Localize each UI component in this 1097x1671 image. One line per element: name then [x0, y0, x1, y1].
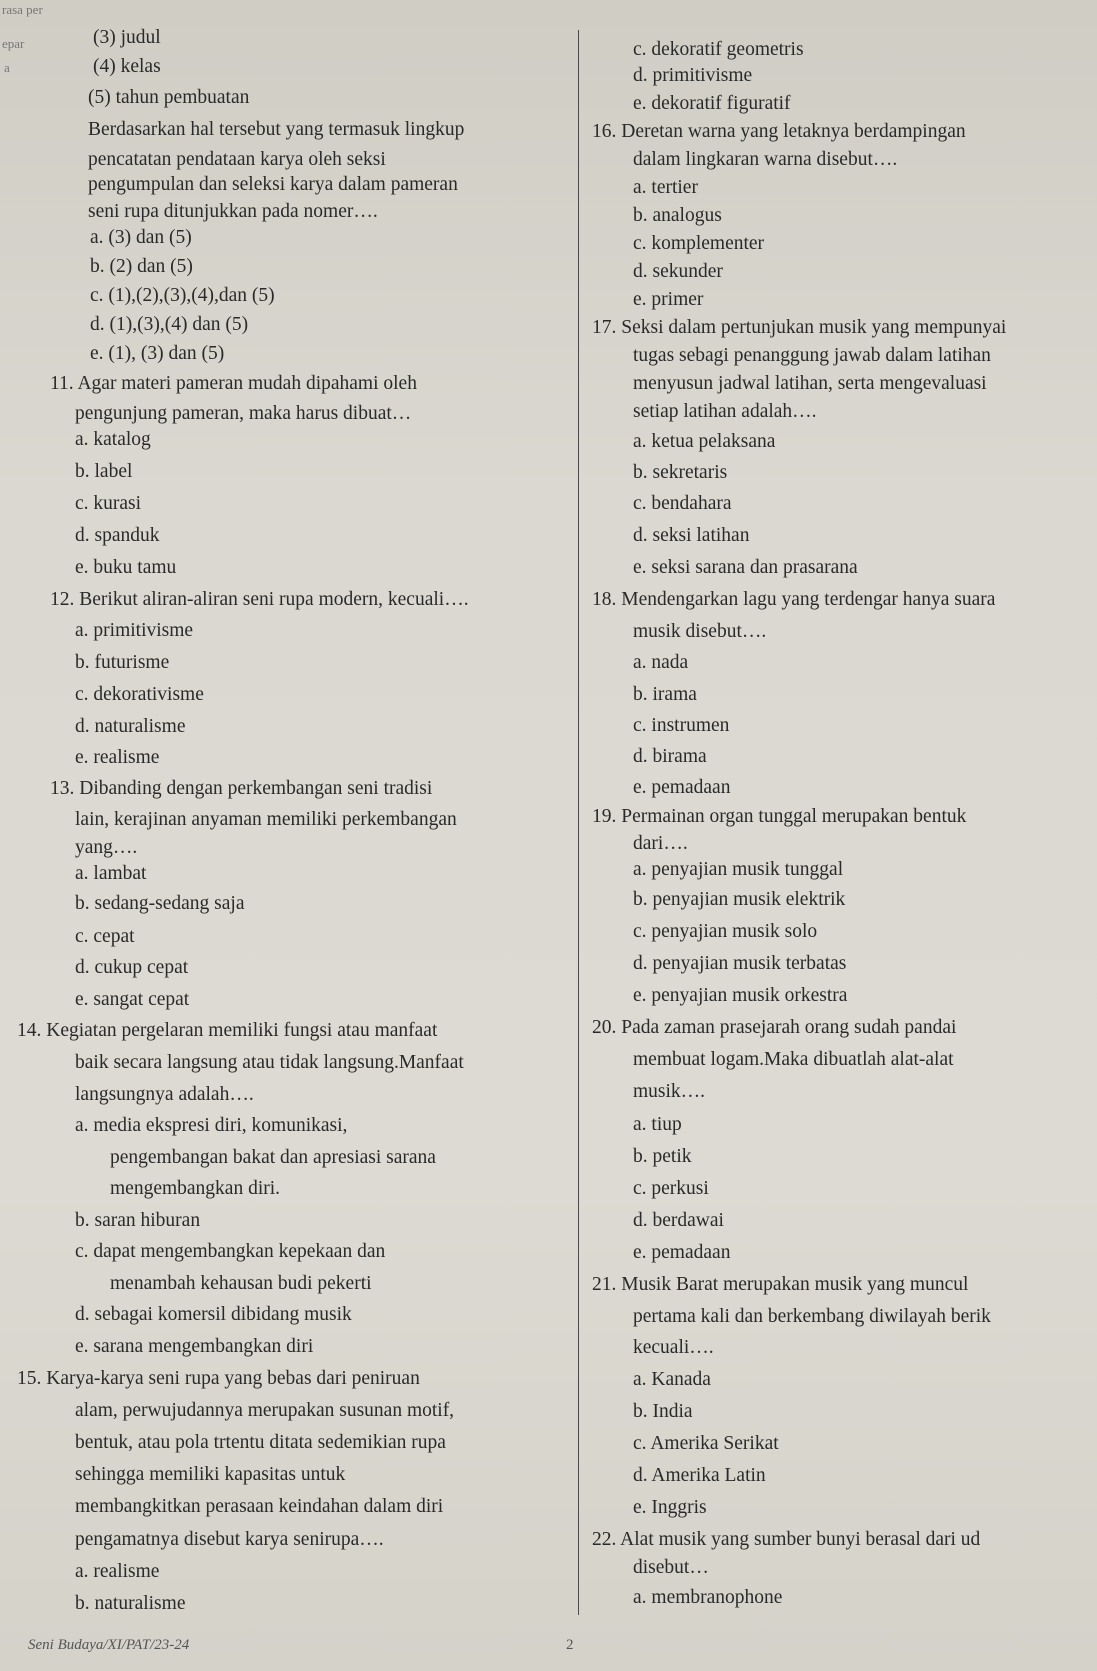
text-line: pertama kali dan berkembang diwilayah berik	[633, 1306, 991, 1327]
text-line: (3) judul	[93, 27, 161, 48]
text-line: c. perkusi	[633, 1178, 709, 1199]
text-line: d. penyajian musik terbatas	[633, 953, 847, 974]
text-line: a. ketua pelaksana	[633, 431, 776, 452]
text-line: pengembangan bakat dan apresiasi sarana	[110, 1147, 436, 1168]
footer-code: Seni Budaya/XI/PAT/23-24	[28, 1637, 190, 1653]
text-line: e. sangat cepat	[75, 989, 190, 1010]
text-line: e. penyajian musik orkestra	[633, 985, 848, 1006]
text-line: Berdasarkan hal tersebut yang termasuk lingkup	[88, 119, 465, 140]
text-line: 22. Alat musik yang sumber bunyi berasal dari ud	[592, 1529, 981, 1550]
text-line: dari….	[633, 833, 688, 854]
text-line: 19. Permainan organ tunggal merupakan bentuk	[592, 806, 967, 827]
text-line: e. dekoratif figuratif	[633, 93, 791, 114]
text-line: c. komplementer	[633, 233, 765, 254]
text-line: alam, perwujudannya merupakan susunan motif,	[75, 1400, 455, 1421]
text-line: pengamatnya disebut karya senirupa….	[75, 1529, 384, 1550]
text-line: a. membranophone	[633, 1587, 783, 1608]
text-line: langsungnya adalah….	[75, 1084, 254, 1105]
text-line: d. spanduk	[75, 525, 160, 546]
text-line: 14. Kegiatan pergelaran memiliki fungsi atau manfaat	[17, 1020, 438, 1041]
corner-fragment: epar	[2, 36, 25, 51]
text-line: 15. Karya-karya seni rupa yang bebas dari peniruan	[17, 1368, 420, 1389]
text-line: b. futurisme	[75, 652, 170, 673]
text-line: 17. Seksi dalam pertunjukan musik yang mempunyai	[592, 317, 1007, 338]
text-line: baik secara langsung atau tidak langsung.Manfaat	[75, 1052, 464, 1073]
text-line: tugas sebagi penanggung jawab dalam latihan	[633, 345, 991, 366]
text-line: a. tertier	[633, 177, 698, 198]
column-divider	[578, 30, 579, 1615]
text-line: setiap latihan adalah….	[633, 401, 817, 422]
text-line: c. kurasi	[75, 493, 142, 514]
text-line: d. sekunder	[633, 261, 723, 282]
text-line: bentuk, atau pola trtentu ditata sedemikian rupa	[75, 1432, 446, 1453]
corner-fragment: rasa per	[2, 2, 43, 17]
text-line: d. cukup cepat	[75, 957, 189, 978]
text-line: a. Kanada	[633, 1369, 711, 1390]
text-line: c. cepat	[75, 926, 135, 947]
page-number: 2	[566, 1637, 574, 1653]
text-line: 13. Dibanding dengan perkembangan seni tradisi	[50, 778, 433, 799]
text-line: dalam lingkaran warna disebut….	[633, 149, 898, 170]
text-line: e. pemadaan	[633, 1242, 731, 1263]
text-line: pencatatan pendataan karya oleh seksi	[88, 149, 386, 170]
text-line: e. primer	[633, 289, 704, 310]
text-line: e. pemadaan	[633, 777, 731, 798]
text-line: b. label	[75, 461, 133, 482]
text-line: musik….	[633, 1081, 706, 1102]
text-line: c. Amerika Serikat	[633, 1433, 779, 1454]
text-line: e. (1), (3) dan (5)	[90, 343, 225, 364]
text-line: (4) kelas	[93, 56, 161, 77]
text-line: d. birama	[633, 746, 707, 767]
text-line: mengembangkan diri.	[110, 1178, 281, 1199]
text-line: e. buku tamu	[75, 557, 177, 578]
text-line: d. primitivisme	[633, 65, 753, 86]
text-line: b. irama	[633, 684, 697, 705]
text-line: a. katalog	[75, 429, 151, 450]
text-line: b. India	[633, 1401, 693, 1422]
text-line: e. realisme	[75, 747, 160, 768]
text-line: b. naturalisme	[75, 1593, 186, 1614]
text-line: kecuali….	[633, 1337, 714, 1358]
text-line: a. media ekspresi diri, komunikasi,	[75, 1115, 348, 1136]
text-line: c. dekoratif geometris	[633, 39, 804, 60]
text-line: c. bendahara	[633, 493, 732, 514]
text-line: b. sekretaris	[633, 462, 728, 483]
text-line: 20. Pada zaman prasejarah orang sudah pandai	[592, 1017, 957, 1038]
text-line: yang….	[75, 837, 138, 858]
text-line: b. penyajian musik elektrik	[633, 889, 846, 910]
text-line: a. realisme	[75, 1561, 160, 1582]
text-line: a. nada	[633, 652, 689, 673]
text-line: c. dapat mengembangkan kepekaan dan	[75, 1241, 386, 1262]
text-line: d. seksi latihan	[633, 525, 750, 546]
text-line: musik disebut….	[633, 621, 767, 642]
text-line: c. instrumen	[633, 715, 730, 736]
text-line: a. tiup	[633, 1114, 682, 1135]
text-line: 11. Agar materi pameran mudah dipahami oleh	[50, 373, 417, 394]
text-line: e. Inggris	[633, 1497, 707, 1518]
text-line: c. (1),(2),(3),(4),dan (5)	[90, 285, 275, 306]
text-line: sehingga memiliki kapasitas untuk	[75, 1464, 346, 1485]
text-line: menyusun jadwal latihan, serta mengevaluasi	[633, 373, 987, 394]
text-line: pengunjung pameran, maka harus dibuat…	[75, 403, 412, 424]
text-line: a. (3) dan (5)	[90, 227, 192, 248]
text-line: 21. Musik Barat merupakan musik yang muncul	[592, 1274, 969, 1295]
text-line: membangkitkan perasaan keindahan dalam diri	[75, 1496, 444, 1517]
text-line: disebut…	[633, 1557, 709, 1578]
text-line: a. lambat	[75, 863, 147, 884]
text-line: b. sedang-sedang saja	[75, 893, 245, 914]
text-line: b. (2) dan (5)	[90, 256, 193, 277]
text-line: d. Amerika Latin	[633, 1465, 766, 1486]
corner-fragment: a	[4, 60, 10, 75]
text-line: d. (1),(3),(4) dan (5)	[90, 314, 249, 335]
text-line: pengumpulan dan seleksi karya dalam pameran	[88, 174, 458, 195]
text-line: b. analogus	[633, 205, 722, 226]
text-line: a. primitivisme	[75, 620, 194, 641]
text-line: e. sarana mengembangkan diri	[75, 1336, 314, 1357]
text-line: membuat logam.Maka dibuatlah alat-alat	[633, 1049, 954, 1070]
text-line: e. seksi sarana dan prasarana	[633, 557, 858, 578]
text-line: a. penyajian musik tunggal	[633, 859, 844, 880]
text-line: c. dekorativisme	[75, 684, 204, 705]
text-line: 12. Berikut aliran-aliran seni rupa modern, kecuali….	[50, 589, 469, 610]
text-line: menambah kehausan budi pekerti	[110, 1273, 372, 1294]
text-line: d. sebagai komersil dibidang musik	[75, 1304, 352, 1325]
text-line: lain, kerajinan anyaman memiliki perkembangan	[75, 809, 457, 830]
text-line: d. berdawai	[633, 1210, 724, 1231]
text-line: c. penyajian musik solo	[633, 921, 818, 942]
text-line: (5) tahun pembuatan	[88, 87, 250, 108]
text-line: seni rupa ditunjukkan pada nomer….	[88, 201, 378, 222]
text-line: 16. Deretan warna yang letaknya berdampingan	[592, 121, 966, 142]
text-line: 18. Mendengarkan lagu yang terdengar hanya suara	[592, 589, 996, 610]
text-line: b. petik	[633, 1146, 692, 1167]
text-line: d. naturalisme	[75, 716, 186, 737]
text-line: b. saran hiburan	[75, 1210, 201, 1231]
